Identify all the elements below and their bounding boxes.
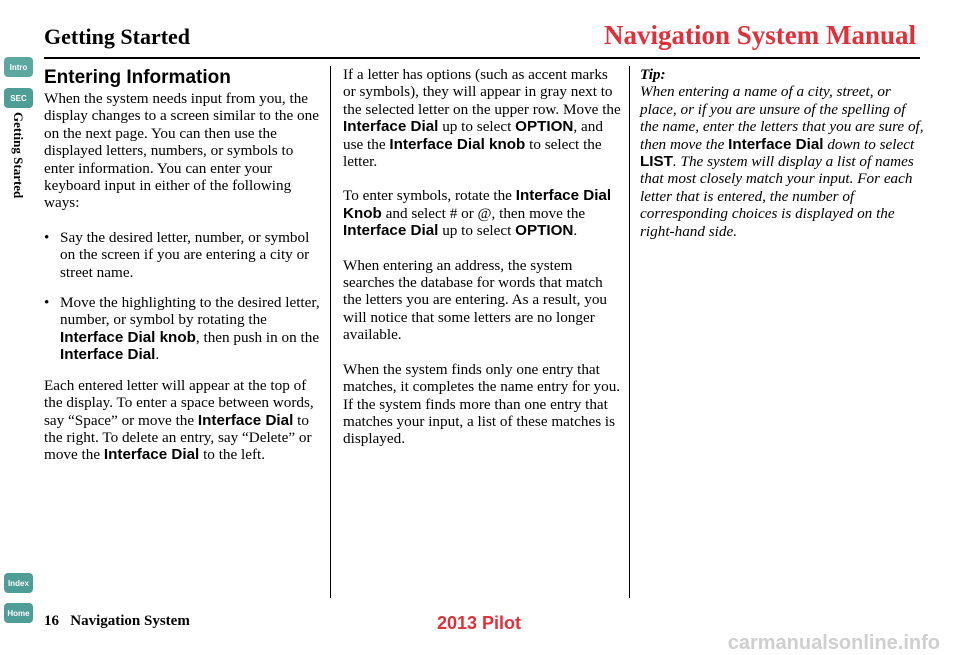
control-name: Interface Dial knob	[389, 135, 526, 153]
list-item: • Say the desired letter, number, or symbol on the screen if you are entering a city or street name.	[44, 228, 310, 281]
control-name: Interface Dial	[103, 446, 200, 464]
control-name: Interface Dial	[343, 222, 439, 240]
index-tab[interactable]: Index	[4, 573, 33, 593]
body-paragraph: If a letter has options (such as accent marks or symbols), they will appear in gray next to the selected letter on the upper row. Move the Interface Dial up to select OPTION, and use the Interface Dial knob to select the letter.	[343, 66, 621, 171]
bullet-icon: •	[44, 228, 50, 246]
page-section-title: Getting Started	[44, 24, 191, 49]
control-name: Interface Dial knob	[60, 328, 196, 346]
body-paragraph: Each entered letter will appear at the top of the display. To enter a space between words, say “Space” or move the Interface Dial to the right. To delete an entry, say “Delete” or move the Interface Dial to the left.	[44, 376, 314, 464]
bullet-icon: •	[44, 294, 50, 312]
intro-paragraph: When the system needs input from you, the display changes to a screen similar to the one on the next page. You can then use the displayed letters, numbers, or symbols to enter information. You can enter your keyboard input in either of the following ways:	[44, 90, 319, 212]
header-divider	[44, 57, 920, 59]
column-divider	[629, 66, 630, 598]
home-tab[interactable]: Home	[4, 603, 33, 623]
tip-label: Tip:	[640, 66, 666, 83]
page-number: 16	[44, 613, 59, 629]
column-two	[343, 66, 623, 465]
option-label: OPTION	[515, 222, 574, 240]
column-three	[640, 66, 925, 240]
side-section-label: Getting Started	[11, 112, 26, 199]
intro-tab[interactable]: Intro	[4, 57, 33, 77]
body-paragraph: When entering an address, the system searches the database for words that match the letters you are entering. As a result, you will notice that some letters are no longer available.	[343, 256, 608, 344]
option-label: LIST	[640, 153, 673, 171]
footer-label: Navigation System	[70, 613, 190, 629]
control-name: Interface Dial	[60, 346, 156, 364]
column-one	[44, 66, 324, 481]
body-paragraph: To enter symbols, rotate the Interface Dial Knob and select # or @, then move the Interface Dial up to select OPTION.	[343, 187, 612, 240]
body-paragraph: When the system finds only one entry that matches, it completes the name entry for you. If the system finds more than one entry that matches your input, a list of these matches is displayed.	[343, 360, 621, 448]
section-heading: Entering Information	[44, 67, 231, 88]
control-name: Interface Dial	[197, 411, 294, 429]
option-label: OPTION	[515, 118, 574, 136]
list-item: • Move the highlighting to the desired letter, number, or symbol by rotating the Interface Dial knob, then push in on the Interface Dial.	[44, 294, 320, 364]
control-name: Interface Dial Knob	[343, 187, 612, 222]
model-label: 2013 Pilot	[437, 613, 522, 633]
watermark: carmanualsonline.info	[727, 632, 940, 654]
column-divider	[330, 66, 331, 598]
control-name: Interface Dial	[728, 135, 824, 153]
manual-title: Navigation System Manual	[603, 20, 916, 50]
tip-paragraph: When entering a name of a city, street, or place, or if you are unsure of the spelling of the name, enter the letters that you are sure of, then move the Interface Dial down to select LIST. The system will display a list of names that most closely match your input. For each letter that is entered, the number of corresponding choices is displayed on the right-hand side.	[640, 83, 924, 240]
sec-tab[interactable]: SEC	[4, 88, 33, 108]
control-name: Interface Dial	[343, 118, 439, 136]
page-footer	[44, 613, 190, 630]
input-methods-list	[44, 229, 324, 364]
